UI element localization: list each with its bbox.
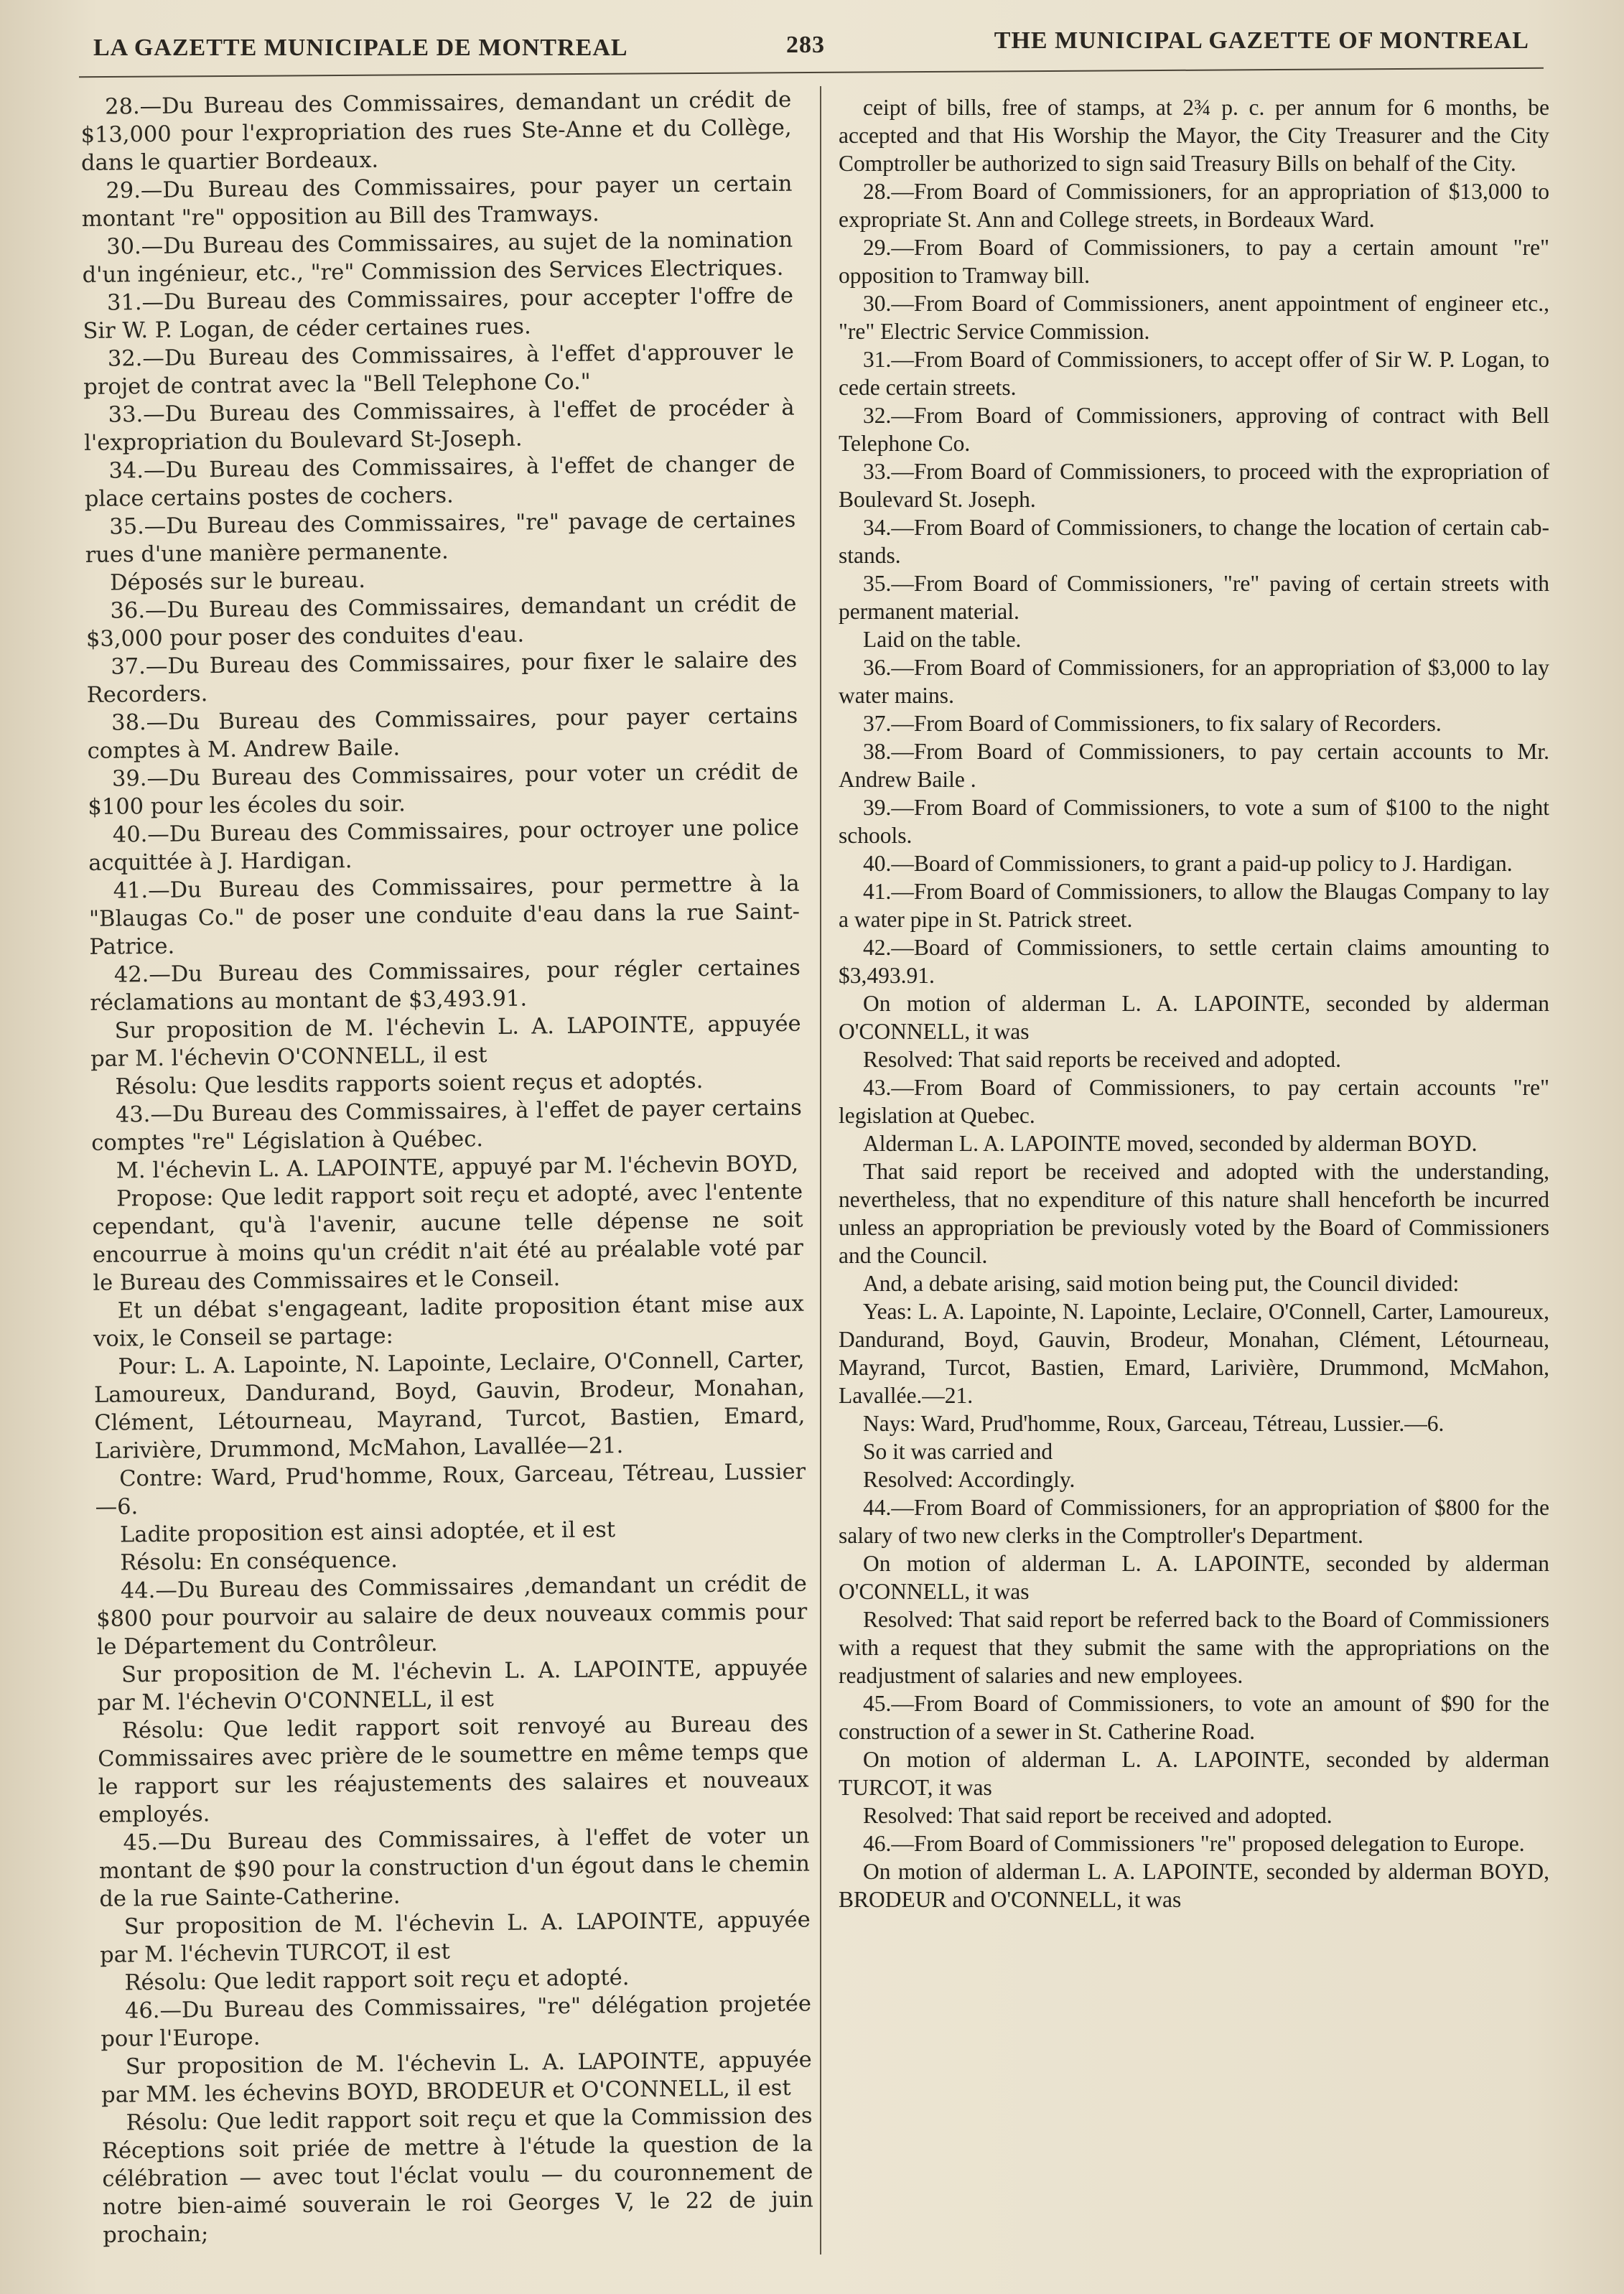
english-paragraph: 39.—From Board of Commissioners, to vote a sum of $100 to the night schools.: [839, 795, 1549, 848]
page-number: 283: [786, 32, 825, 58]
english-paragraph: 33.—From Board of Commissioners, to proceed with the expropriation of Boulevard St. Joseph.: [839, 459, 1549, 512]
english-paragraph: 36.—From Board of Commissioners, for an appropriation of $3,000 to lay water mains.: [839, 655, 1549, 708]
french-paragraph: Sur proposition de M. l'échevin L. A. LAPOINTE, appuyée par M. l'échevin TURCOT, il est: [99, 1907, 811, 1968]
header-title-english: THE MUNICIPAL GAZETTE OF MONTREAL: [994, 27, 1529, 54]
french-paragraph: 30.—Du Bureau des Commissaires, au sujet de la nomination d'un ingénieur, etc., "re" Commission des Services Electriques.: [82, 227, 793, 288]
english-paragraph: 45.—From Board of Commissioners, to vote an amount of $90 for the construction of a sewer in St. Catherine Road.: [839, 1691, 1549, 1744]
french-paragraph: Résolu: Que ledit rapport soit reçu et que la Commission des Réceptions soit priée de mettre à l'étude la question de la célébration — avec tout l'éclat voulu — du couronnement de notre bien-aimé souverain le roi Georges V, le 22 de juin prochain;: [101, 2103, 813, 2248]
french-column: [80, 86, 813, 2249]
french-paragraph: Sur proposition de M. l'échevin L. A. LAPOINTE, appuyée par M. l'échevin O'CONNELL, il est: [90, 1011, 801, 1072]
french-paragraph: 32.—Du Bureau des Commissaires, à l'effet d'approuver le projet de contrat avec la "Bell Telephone Co.": [83, 339, 795, 400]
english-paragraph: 30.—From Board of Commissioners, anent appointment of engineer etc., "re" Electric Service Commission.: [839, 291, 1549, 344]
french-paragraph: Résolu: Que ledit rapport soit reçu et adopté.: [124, 1965, 630, 1996]
french-paragraph: 38.—Du Bureau des Commissaires, pour payer certains comptes à M. Andrew Baile.: [87, 703, 798, 764]
english-paragraph: Yeas: L. A. Lapointe, N. Lapointe, Leclaire, O'Connell, Carter, Lamoureux, Dandurand, Boyd, Gauvin, Brodeur, Monahan, Clément, Létourneau, Mayrand, Turcot, Bastien, Emard, Larivière, Drummond, McMahon, Lavallée.—21.: [839, 1299, 1549, 1408]
english-paragraph: Alderman L. A. LAPOINTE moved, seconded by alderman BOYD.: [863, 1131, 1478, 1156]
english-paragraph: 40.—Board of Commissioners, to grant a paid-up policy to J. Hardigan.: [863, 851, 1513, 876]
french-paragraph: Contre: Ward, Prud'homme, Roux, Garceau, Tétreau, Lussier—6.: [95, 1459, 806, 1520]
french-paragraph: 29.—Du Bureau des Commissaires, pour payer un certain montant "re" opposition au Bill des Tramways.: [81, 171, 793, 232]
french-paragraph: Ladite proposition est ainsi adoptée, et il est: [119, 1517, 616, 1548]
english-paragraph: 35.—From Board of Commissioners, "re" paving of certain streets with permanent material.: [839, 571, 1549, 624]
french-paragraph: Résolu: En conséquence.: [120, 1547, 398, 1576]
french-paragraph: Propose: Que ledit rapport soit reçu et adopté, avec l'entente cependant, qu'à l'avenir, aucune telle dépense ne soit encourrue à moins qu'un crédit n'ait été au préalable voté par le Bureau des Commissaires et le Conseil.: [92, 1179, 804, 1296]
french-paragraph: 46.—Du Bureau des Commissaires, "re" délégation projetée pour l'Europe.: [101, 1991, 812, 2052]
french-paragraph: M. l'échevin L. A. LAPOINTE, appuyé par M. l'échevin BOYD,: [116, 1151, 799, 1184]
french-paragraph: Résolu: Que ledit rapport soit renvoyé au Bureau des Commissaires avec prière de le soumettre en même temps que le rapport sur les réajustements des salaires et nouveaux employés.: [98, 1711, 809, 1828]
french-paragraph: Et un débat s'engageant, ladite proposition étant mise aux voix, le Conseil se partage:: [93, 1291, 804, 1352]
french-paragraph: 33.—Du Bureau des Commissaires, à l'effet de procéder à l'expropriation du Boulevard St-Joseph.: [83, 395, 795, 456]
french-paragraph: Pour: L. A. Lapointe, N. Lapointe, Leclaire, O'Connell, Carter, Lamoureux, Dandurand, Boyd, Gauvin, Brodeur, Monahan, Clément, Létourneau, Mayrand, Turcot, Bastien, Emard, Larivière, Drummond, McMahon, Lavallée—21.: [93, 1347, 806, 1464]
english-paragraph: On motion of alderman L. A. LAPOINTE, seconded by alderman BOYD, BRODEUR and O'CONNELL, it was: [839, 1859, 1549, 1912]
french-paragraph: 40.—Du Bureau des Commissaires, pour octroyer une police acquittée à J. Hardigan.: [88, 815, 799, 876]
column-divider: [820, 86, 821, 2255]
english-paragraph: Nays: Ward, Prud'homme, Roux, Garceau, Tétreau, Lussier.—6.: [863, 1411, 1445, 1436]
english-paragraph: Resolved: That said report be referred back to the Board of Commissioners with a request that they submit the same with the appropriations on the readjustment of salaries and new employees.: [839, 1607, 1549, 1688]
french-paragraph: 45.—Du Bureau des Commissaires, à l'effet de voter un montant de $90 pour la construction d'un égout dans le chemin de la rue Sainte-Catherine.: [98, 1823, 811, 1912]
english-paragraph: And, a debate arising, said motion being put, the Council divided:: [863, 1271, 1460, 1296]
french-paragraph: Sur proposition de M. l'échevin L. A. LAPOINTE, appuyée par MM. les échevins BOYD, BRODEUR et O'CONNELL, il est: [101, 2047, 812, 2108]
english-paragraph: ceipt of bills, free of stamps, at 2¾ p. c. per annum for 6 months, be accepted and that His Worship the Mayor, the City Treasurer and the City Comptroller be authorized to sign said Treasury Bills on behalf of the City.: [839, 95, 1549, 176]
french-paragraph: 36.—Du Bureau des Commissaires, demandant un crédit de $3,000 pour poser des conduites d'eau.: [85, 591, 797, 652]
french-paragraph: 35.—Du Bureau des Commissaires, "re" pavage de certaines rues d'une manière permanente.: [85, 507, 796, 568]
french-paragraph: 28.—Du Bureau des Commissaires, demandant un crédit de $13,000 pour l'expropriation des rues Ste-Anne et du Collège, dans le quartier Bordeaux.: [80, 87, 792, 176]
english-paragraph: 28.—From Board of Commissioners, for an appropriation of $13,000 to expropriate St. Ann and College streets, in Bordeaux Ward.: [839, 179, 1549, 232]
english-paragraph: So it was carried and: [863, 1439, 1053, 1464]
english-paragraph: Resolved: Accordingly.: [863, 1467, 1075, 1492]
french-paragraph: Déposés sur le bureau.: [109, 567, 366, 596]
french-paragraph: 41.—Du Bureau des Commissaires, pour permettre à la "Blaugas Co." de poser une conduite d'eau dans la rue Saint-Patrice.: [88, 871, 801, 960]
french-paragraph: 42.—Du Bureau des Commissaires, pour régler certaines réclamations au montant de $3,493.91.: [90, 955, 801, 1016]
french-paragraph: Résolu: Que lesdits rapports soient reçus et adoptés.: [115, 1068, 704, 1100]
english-paragraph: 32.—From Board of Commissioners, approving of contract with Bell Telephone Co.: [839, 403, 1549, 456]
english-paragraph: Resolved: That said report be received and adopted.: [863, 1803, 1333, 1828]
english-paragraph: That said report be received and adopted with the understanding, nevertheless, that no expenditure of this nature shall henceforth be incurred unless an appropriation be previously voted by the Board of Commissioners and the Council.: [839, 1159, 1549, 1268]
english-paragraph: On motion of alderman L. A. LAPOINTE, seconded by alderman O'CONNELL, it was: [839, 1551, 1549, 1604]
english-paragraph: 42.—Board of Commissioners, to settle certain claims amounting to $3,493.91.: [839, 935, 1549, 988]
french-paragraph: Sur proposition de M. l'échevin L. A. LAPOINTE, appuyée par M. l'échevin O'CONNELL, il est: [97, 1655, 808, 1716]
french-paragraph: 44.—Du Bureau des Commissaires ,demandant un crédit de $800 pour pourvoir au salaire de deux nouveaux commis pour le Département du Contrôleur.: [96, 1571, 808, 1660]
english-paragraph: Resolved: That said reports be received and adopted.: [863, 1047, 1341, 1072]
english-paragraph: 34.—From Board of Commissioners, to change the location of certain cab-stands.: [839, 515, 1549, 568]
french-paragraph: 37.—Du Bureau des Commissaires, pour fixer le salaire des Recorders.: [86, 647, 798, 708]
english-paragraph: 29.—From Board of Commissioners, to pay a certain amount "re" opposition to Tramway bill.: [839, 235, 1549, 288]
page-header: [93, 27, 1529, 70]
english-paragraph: 31.—From Board of Commissioners, to accept offer of Sir W. P. Logan, to cede certain streets.: [839, 347, 1549, 400]
english-paragraph: 41.—From Board of Commissioners, to allow the Blaugas Company to lay a water pipe in St. Patrick street.: [839, 879, 1549, 932]
english-paragraph: 38.—From Board of Commissioners, to pay certain accounts to Mr. Andrew Baile .: [839, 739, 1549, 792]
french-paragraph: 34.—Du Bureau des Commissaires, à l'effet de changer de place certains postes de cochers.: [84, 451, 795, 512]
english-column: [839, 93, 1549, 1913]
english-paragraph: 44.—From Board of Commissioners, for an appropriation of $800 for the salary of two new clerks in the Comptroller's Department.: [839, 1495, 1549, 1548]
french-paragraph: 39.—Du Bureau des Commissaires, pour voter un crédit de $100 pour les écoles du soir.: [88, 759, 799, 820]
english-paragraph: On motion of alderman L. A. LAPOINTE, seconded by alderman O'CONNELL, it was: [839, 991, 1549, 1044]
french-paragraph: 43.—Du Bureau des Commissaires, à l'effet de payer certains comptes "re" Législation à Québec.: [91, 1095, 803, 1156]
english-paragraph: Laid on the table.: [863, 627, 1022, 652]
english-paragraph: 46.—From Board of Commissioners "re" proposed delegation to Europe.: [863, 1831, 1525, 1856]
english-paragraph: 43.—From Board of Commissioners, to pay certain accounts "re" legislation at Quebec.: [839, 1075, 1549, 1128]
english-paragraph: 37.—From Board of Commissioners, to fix salary of Recorders.: [863, 711, 1442, 736]
header-title-french: LA GAZETTE MUNICIPALE DE MONTREAL: [93, 34, 628, 61]
french-paragraph: 31.—Du Bureau des Commissaires, pour accepter l'offre de Sir W. P. Logan, de céder certaines rues.: [83, 283, 794, 344]
english-paragraph: On motion of alderman L. A. LAPOINTE, seconded by alderman TURCOT, it was: [839, 1747, 1549, 1800]
